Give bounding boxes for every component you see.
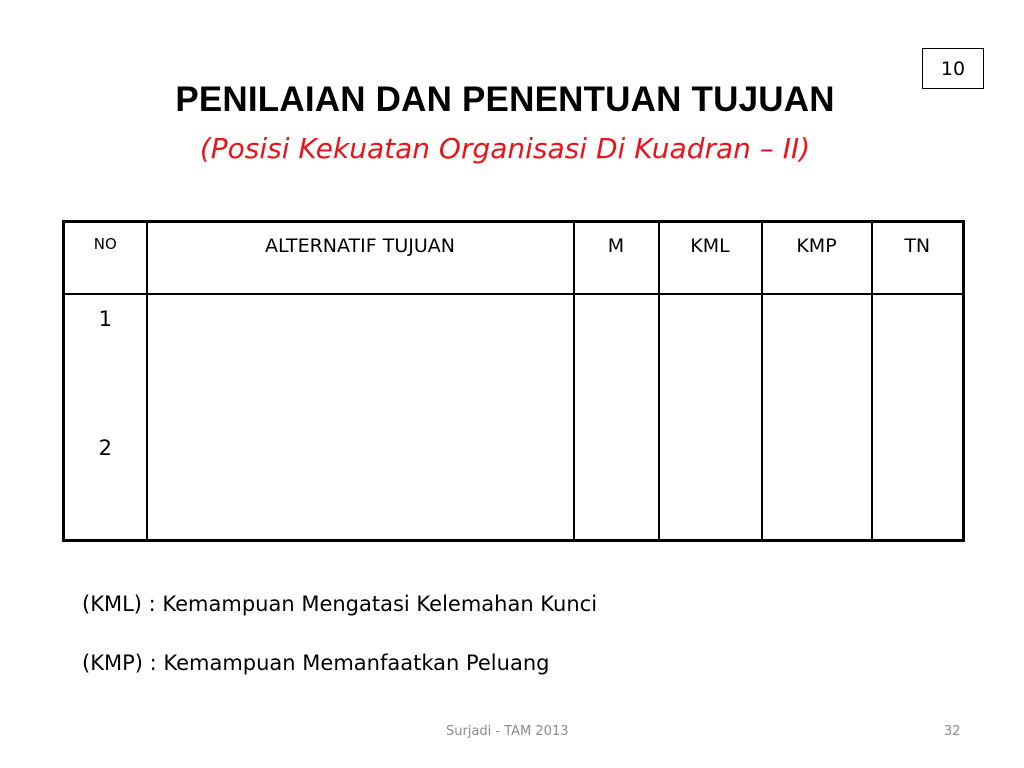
row-number-1: 1 (98, 306, 112, 331)
footer-page-number: 32 (944, 724, 961, 739)
m-cell (574, 294, 659, 541)
header-no: NO (64, 222, 147, 294)
slide-number-box: 10 (922, 48, 984, 89)
table-header-row (64, 222, 964, 294)
slide-subtitle: (Posisi Kekuatan Organisasi Di Kuadran – II) (199, 132, 811, 165)
slide-title: PENILAIAN DAN PENENTUAN TUJUAN (175, 80, 835, 119)
tn-cell (872, 294, 964, 541)
alternatif-cell (147, 294, 574, 541)
header-m: M (574, 222, 659, 294)
footer-credit: Surjadi - TAM 2013 (446, 724, 569, 739)
legend-kml: (KML) : Kemampuan Mengatasi Kelemahan Kunci (82, 592, 598, 616)
row-number-2: 2 (98, 435, 112, 460)
no-cell (64, 294, 147, 541)
goals-table (62, 220, 965, 542)
header-tn: TN (872, 222, 964, 294)
table-row (64, 294, 964, 541)
kmp-cell (762, 294, 872, 541)
kml-cell (659, 294, 762, 541)
header-alternatif-tujuan: ALTERNATIF TUJUAN (147, 222, 574, 294)
header-kmp: KMP (762, 222, 872, 294)
header-kml: KML (659, 222, 762, 294)
legend-kmp: (KMP) : Kemampuan Memanfaatkan Peluang (82, 651, 550, 675)
